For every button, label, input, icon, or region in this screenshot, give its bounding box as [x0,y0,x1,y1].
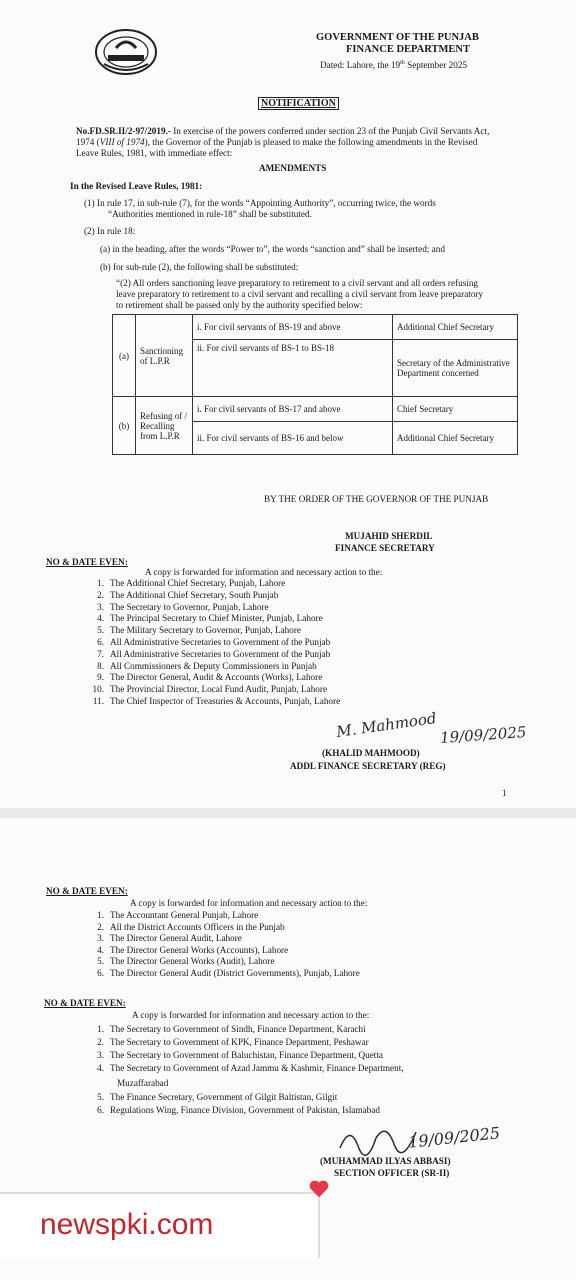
quote-line-1: “(2) All orders sanctioning leave preparatory to retirement to a civil servant and all orders refusing [116,278,479,288]
list-item [86,578,285,588]
category-cell: ii. For civil servants of BS-1 to BS-18 [193,340,393,397]
list-text: The Accountant General Punjab, Lahore [110,910,259,920]
signature-date-2: 19/09/2025 [407,1123,501,1152]
item1-line1: (1) In rule 17, in sub-rule (7), for the words “Appointing Authority”, occurring twice, the words [84,198,436,208]
lpr-authority-table [112,314,518,455]
copy-intro-1: A copy is forwarded for information and necessary action to the: [145,567,383,577]
category-cell: i. For civil servants of BS-17 and above [193,397,393,422]
list-number: 3. [97,601,104,612]
list-item [86,637,330,647]
list-item [86,1024,366,1034]
list-text: All Commissioners & Deputy Commissioners in Punjab [110,660,317,671]
item2b: (b) for sub-rule (2), the following shall be substituted: [100,262,299,272]
list-item [86,922,285,932]
by-order-line: BY THE ORDER OF THE GOVERNOR OF THE PUNJAB [264,494,489,504]
category-cell: i. For civil servants of BS-19 and above [193,315,393,340]
list-number: 3. [97,933,104,944]
notification-title: NOTIFICATION [258,97,339,110]
heart-icon [308,1178,330,1200]
list-text: The Director General Works (Audit), Lahore [110,956,275,967]
watermark-text: newspki.com [40,1208,214,1241]
signature-khalid-mahmood: M. Mahmood [335,709,438,741]
amendments-title: AMENDMENTS [259,163,327,173]
copy-intro-2: A copy is forwarded for information and necessary action to the: [130,898,368,908]
list-number: 7. [97,648,104,659]
government-title: GOVERNMENT OF THE PUNJAB [316,32,479,43]
list-text: The Secretary to Government of Baluchistan, Finance Department, Quetta [110,1050,383,1060]
table-row [113,397,518,422]
department-title: FINANCE DEPARTMENT [346,44,470,55]
list-text: The Principal Secretary to Chief Minister, Punjab, Lahore [110,613,323,624]
list-item [86,1063,404,1073]
list-item [86,1092,337,1102]
punjab-government-logo [94,28,158,76]
quote-line-2: leave preparatory to retirement to a civil servant and recalling a civil servant from leave preparatory [116,289,484,299]
list-item [86,672,322,682]
list-number: 5. [97,625,104,636]
list-text: The Secretary to Government of Azad Jammu & Kashmir, Finance Department, [110,1063,404,1073]
list-item [86,625,301,635]
list-item [86,602,269,612]
list-item [86,910,258,920]
list-text: The Provincial Director, Local Fund Audit, Punjab, Lahore [110,684,328,695]
intro-line-3: Leave Rules, 1981, with immediate effect: [76,148,233,158]
list-number: 2. [97,1037,104,1047]
list-item [86,933,242,943]
signatory-title-1: ADDL FINANCE SECRETARY (REG) [290,761,446,771]
list-number: 6. [97,1105,104,1115]
list-text: The Finance Secretary, Government of Gilgit Baltistan, Gilgit [110,1092,338,1102]
secretary-name: MUJAHID SHERDIL [345,531,433,541]
list-text: The Director General Audit (District Governments), Punjab, Lahore [110,968,360,978]
list-number: 6. [97,637,104,647]
list-item [86,1037,369,1047]
list-text: The Director General Works (Accounts), Lahore [110,944,289,955]
list-item [86,684,327,694]
list-number: 1. [97,910,104,920]
list-number: 1. [97,578,104,588]
list-item [86,661,317,671]
authority-cell: Additional Chief Secretary [393,422,518,455]
item1-line2: “Authorities mentioned in rule-18” shall be substituted. [108,209,312,219]
authority-cell: Secretary of the Administrative Department concerned [393,340,518,397]
list-text: The Secretary to Government of Sindh, Finance Department, Karachi [110,1024,366,1034]
list-number: 5. [97,956,104,967]
list-text: Regulations Wing, Finance Division, Government of Pakistan, Islamabad [110,1105,380,1115]
list-text: The Chief Inspector of Treasuries & Accounts, Punjab, Lahore [110,696,341,706]
list-text: The Secretary to Governor, Punjab, Lahore [110,601,269,612]
list-item [86,613,323,623]
list-number: 11. [92,696,104,706]
list-number: 2. [97,589,104,600]
list-text: The Additional Chief Secretary, Punjab, Lahore [110,578,286,588]
revised-rules-heading: In the Revised Leave Rules, 1981: [70,181,203,191]
list-item [86,1105,380,1115]
row-label: (b) [113,397,136,455]
list-item [86,649,330,659]
list3-item4-continued: Muzaffarabad [117,1078,169,1088]
item2: (2) In rule 18: [84,226,136,236]
quote-line-3: to retirement shall be passed only by the authority specified below: [116,300,363,310]
row-action: Sanctioning of L.P.R [136,315,193,397]
table-row [113,315,518,340]
list-number: 4. [97,1063,104,1073]
copy-heading-3: NO & DATE EVEN: [44,998,126,1008]
list-text: All Administrative Secretaries to Government of the Punjab [110,648,331,659]
secretary-title: FINANCE SECRETARY [335,543,435,553]
list-text: All the District Accounts Officers in the Punjab [110,921,285,932]
signatory-name-1: (KHALID MAHMOOD) [322,748,420,758]
list-number: 6. [97,968,104,978]
list-item [86,696,340,706]
intro-line-1: No.FD.SR.II/2-97/2019.- In exercise of the powers conferred under section 23 of the Punjab Civil Servants Act, [76,126,490,136]
row-label: (a) [113,315,136,397]
signatory-name-2: (MUHAMMAD ILYAS ABBASI) [320,1156,451,1166]
copy-intro-3: A copy is forwarded for information and necessary action to the: [132,1010,370,1020]
signature-date-1: 19/09/2025 [439,723,527,747]
authority-cell: Additional Chief Secretary [393,315,518,340]
dated-line: Dated: Lahore, the 19th September 2025 [320,60,468,71]
watermark-banner [0,1192,320,1258]
list-number: 5. [97,1092,104,1102]
copy-heading-2: NO & DATE EVEN: [46,886,128,896]
list-number: 8. [97,660,104,671]
list-number: 3. [97,1050,104,1060]
list-number: 1. [97,1024,104,1034]
item2a: (a) in the heading, after the words “Power to”, the words “sanction and” shall be inserted; and [100,244,445,254]
list-text: The Additional Chief Secretary, South Punjab [110,589,279,600]
list-text: The Director General Audit, Lahore [110,933,242,944]
list-text: The Military Secretary to Governor, Punjab, Lahore [110,625,301,636]
list-number: 4. [97,944,104,955]
list-item [86,956,274,966]
intro-line-2: 1974 (VIII of 1974), the Governor of the Punjab is pleased to make the following amendments in the Revised [76,137,478,147]
copy-heading-1: NO & DATE EVEN: [46,557,128,567]
list-text: The Secretary to Government of KPK, Finance Department, Peshawar [110,1037,369,1047]
list-number: 4. [97,613,104,624]
signature-scribble-abbasi [336,1118,426,1158]
signatory-title-2: SECTION OFFICER (SR-II) [334,1168,450,1178]
list-item [86,590,278,600]
list-item [86,1050,383,1060]
page-number: 1 [502,788,507,798]
list-text: The Director General, Audit & Accounts (Works), Lahore [110,672,323,683]
list-item [86,945,288,955]
list-number: 9. [97,672,104,683]
list-text: All Administrative Secretaries to Government of the Punjab [110,637,331,647]
category-cell: ii. For civil servants of BS-16 and below [193,422,393,455]
list-number: 10. [92,684,104,695]
row-action: Refusing of / Recalling from L.P.R [136,397,193,455]
list-number: 2. [97,921,104,932]
list-item [86,968,360,978]
authority-cell: Chief Secretary [393,397,518,422]
